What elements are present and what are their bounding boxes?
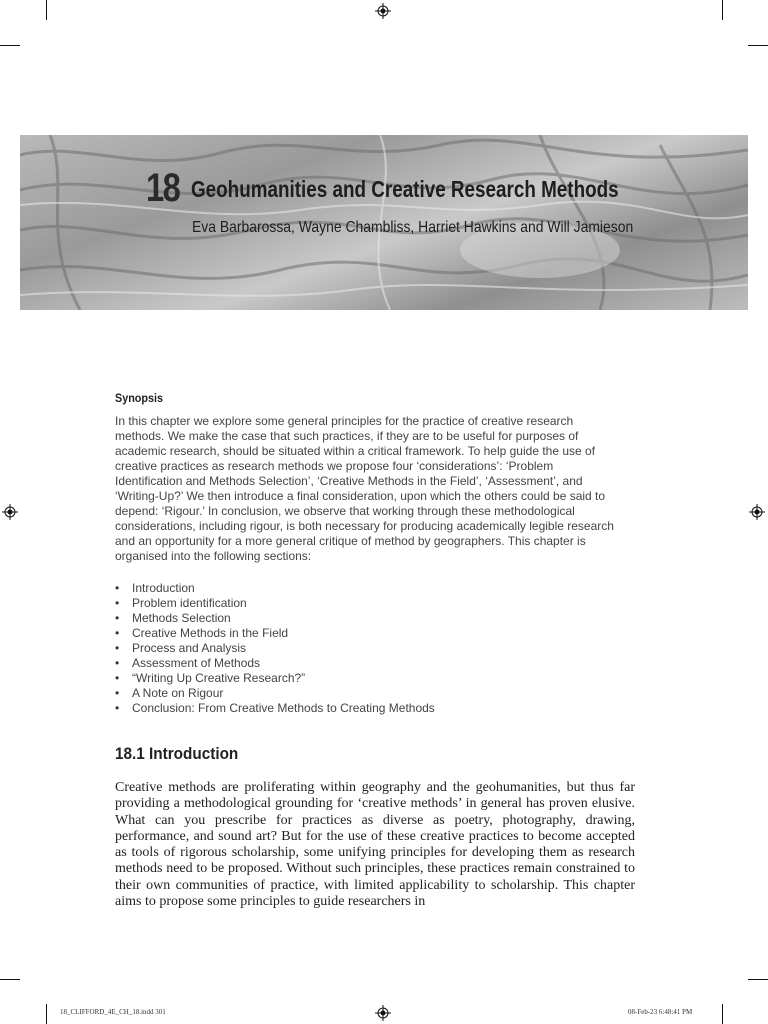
crop-mark <box>748 979 768 980</box>
registration-mark-icon <box>375 3 391 19</box>
chapter-title: Geohumanities and Creative Research Methods <box>191 176 619 202</box>
synopsis-heading: Synopsis <box>115 391 164 405</box>
synopsis-paragraph: In this chapter we explore some general principles for the practice of creative research methods. We make the case that such practices, if they are to be useful for purposes of academic research, should be situated within a critical framework. To help guide the use of creative practices as research methods we propose four ‘considerations’: ‘Problem Identification and Methods Selection’, ‘Creative Methods in the Field’, ‘Assessment’, and ‘Writing-Up?’ We then introduce a final consideration, upon which the others could be said to depend: ‘Rigour.’ In conclusion, we observe that working through these methodological considerations, including rigour, is both necessary for producing academically legible research and an opportunity for a more general critique of method by geographers. This chapter is organised into the following sections: <box>115 414 614 563</box>
list-item: • Introduction <box>115 581 435 596</box>
crop-mark <box>46 0 47 20</box>
list-item: • A Note on Rigour <box>115 686 435 701</box>
footer-file-slug: 18_CLIFFORD_4E_CH_18.indd 301 <box>60 1008 166 1016</box>
crop-mark <box>0 979 20 980</box>
registration-mark-icon <box>375 1005 391 1021</box>
list-item: • Assessment of Methods <box>115 656 435 671</box>
crop-mark <box>748 45 768 46</box>
section-heading: 18.1 Introduction <box>115 744 239 763</box>
crop-mark <box>722 1004 723 1024</box>
body-paragraph: Creative methods are proliferating within geography and the geohumanities, but thus far providing a methodological grounding for ‘creative methods’ in general has proven elusive. What can you prescribe for practices as diverse as poetry, photography, drawing, performance, and sound art? But for the use of these creative practices to become accepted as tools of rigorous scholarship, some unifying principles for developing them as research methods need to be proposed. Without such principles, these practices remain constrained to their own communities of practice, with limited applicability to scholarship. This chapter aims to propose some principles to guide researchers in <box>115 780 635 910</box>
list-item: • Creative Methods in the Field <box>115 626 435 641</box>
section-list <box>115 581 435 716</box>
crop-mark <box>722 0 723 20</box>
list-item: • Problem identification <box>115 596 435 611</box>
chapter-authors: Eva Barbarossa, Wayne Chambliss, Harriet Hawkins and Will Jamieson <box>192 219 634 236</box>
chapter-number: 18 <box>146 166 180 210</box>
registration-mark-icon <box>749 504 765 520</box>
list-item: • Process and Analysis <box>115 641 435 656</box>
footer-timestamp: 08-Feb-23 6:48:41 PM <box>628 1008 693 1016</box>
registration-mark-icon <box>2 504 18 520</box>
crop-mark <box>0 45 20 46</box>
list-item: • “Writing Up Creative Research?” <box>115 671 435 686</box>
crop-mark <box>46 1004 47 1024</box>
list-item: • Conclusion: From Creative Methods to Creating Methods <box>115 701 435 716</box>
list-item: • Methods Selection <box>115 611 435 626</box>
